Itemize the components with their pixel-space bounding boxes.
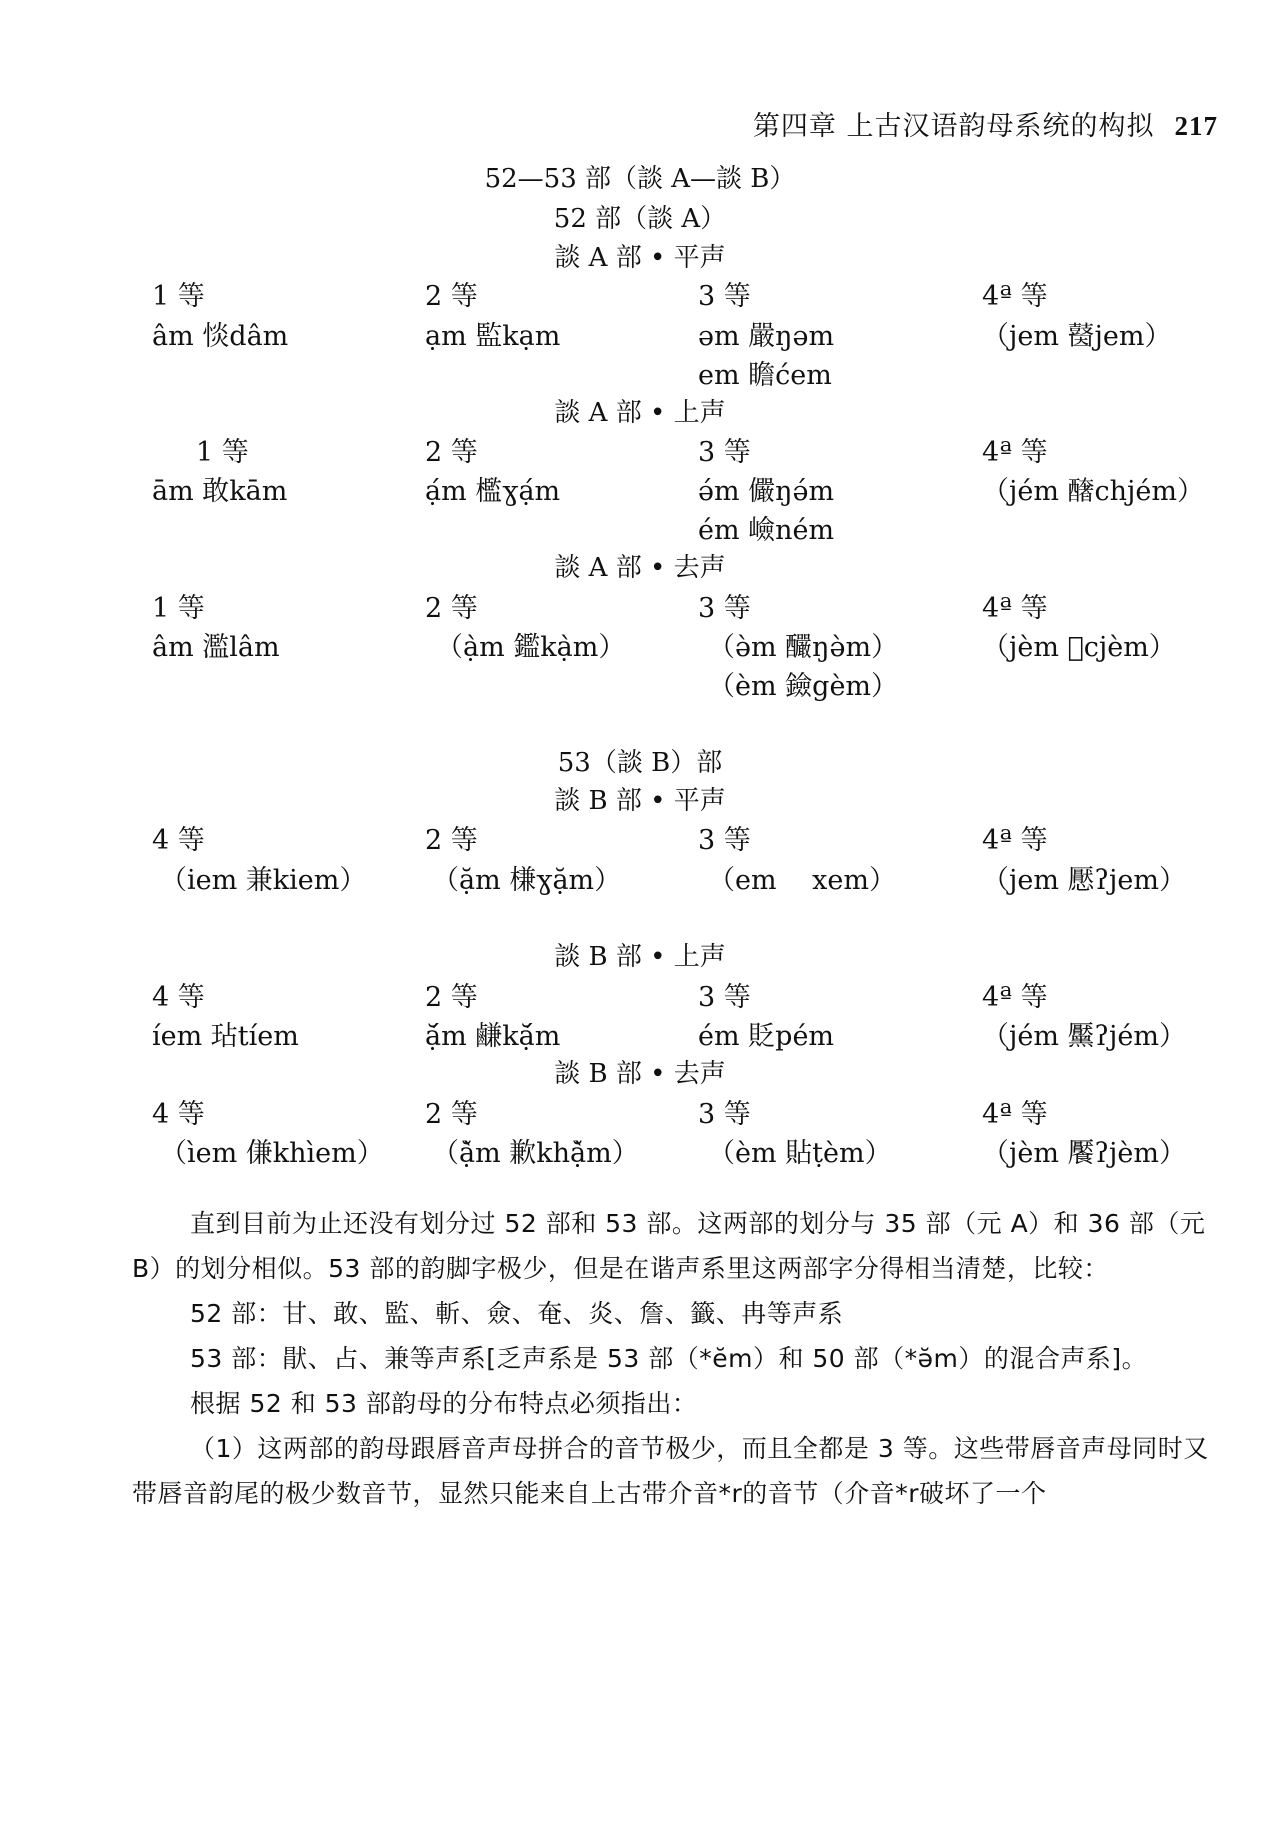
paragraph: 直到目前为止还没有划分过 52 部和 53 部。这两部的划分与 35 部（元 A）和 36 部（元 B）的划分相似。53 部的韵脚字极少，但是在谐声系里这两部字分得相当清楚，比较：	[132, 1209, 1206, 1283]
paragraph: （1）这两部的韵母跟唇音声母拼合的音节极少，而且全都是 3 等。这些带唇音声母同时又带唇音韵尾的极少数音节，显然只能来自上古带介音*r的音节（介音*r破坏了一个	[132, 1434, 1209, 1508]
grade-label: 4 等	[152, 982, 205, 1013]
grade-label: 4ª 等	[982, 982, 1048, 1013]
reconstruction-cell: íem 玷tíem	[152, 1021, 299, 1052]
reconstruction-cell: ạm 監kạm	[425, 321, 561, 352]
grade-label: 4 等	[152, 1099, 205, 1130]
reconstruction-cell: （ặm 槏ɣặm）	[432, 865, 622, 896]
tone-heading: 談 A 部 • 平声	[554, 243, 726, 273]
tone-heading: 談 B 部 • 平声	[554, 786, 726, 816]
paragraph: 53 部：猒、占、兼等声系[乏声系是 53 部（*ĕm）和 50 部（*ə̆m）的混合声系]。	[190, 1344, 1148, 1373]
grade-label: 2 等	[425, 281, 478, 312]
reconstruction-cell: əm 嚴ŋəm	[698, 321, 835, 352]
reconstruction-cell: （èm 貼ṭèm）	[708, 1138, 892, 1169]
grade-label: 4ª 等	[982, 281, 1048, 312]
tone-heading: 談 A 部 • 去声	[554, 553, 726, 583]
section-title: 52—53 部（談 A—談 B）	[484, 164, 796, 194]
grade-label: 2 等	[425, 982, 478, 1013]
reconstruction-cell: ə́m 儼ŋə́m	[698, 476, 835, 507]
tone-heading: 談 B 部 • 去声	[554, 1059, 726, 1089]
grade-label: 2 等	[425, 825, 478, 856]
reconstruction-cell: ām 敢kām	[152, 476, 288, 507]
grade-label: 4 等	[152, 825, 205, 856]
grade-label: 4ª 等	[982, 1099, 1048, 1130]
grade-label: 2 等	[425, 1099, 478, 1130]
reconstruction-cell: ặ́m 鹻kặ́m	[425, 1021, 561, 1052]
grade-label: 1 等	[152, 593, 205, 624]
chapter-title: 第四章 上古汉语韵母系统的构拟	[752, 111, 1155, 142]
running-header	[753, 104, 1218, 143]
grade-label: 3 等	[698, 593, 751, 624]
grade-label: 1 等	[196, 437, 249, 468]
reconstruction-cell: em 瞻ćem	[698, 360, 832, 391]
paragraph: 52 部：甘、敢、監、斬、僉、奄、炎、詹、籤、冉等声系	[190, 1299, 844, 1328]
reconstruction-row	[0, 858, 1280, 898]
reconstruction-row	[0, 508, 1280, 548]
reconstruction-cell: （iem 兼kiem）	[160, 865, 367, 896]
subsection-title-53: 53（談 B）部	[557, 748, 723, 778]
grade-label: 4ª 等	[982, 437, 1048, 468]
reconstruction-cell: （jèm 𠾾cjèm）	[982, 632, 1176, 663]
reconstruction-cell: âm 濫lâm	[152, 632, 280, 663]
grade-row	[0, 274, 1280, 314]
grade-label: 3 等	[698, 1099, 751, 1130]
reconstruction-row	[0, 1014, 1280, 1054]
page-number: 217	[1174, 111, 1218, 141]
grade-row	[0, 430, 1280, 470]
subsection-title-52: 52 部（談 A）	[553, 204, 727, 234]
grade-label: 4ª 等	[982, 593, 1048, 624]
grade-label: 4ª 等	[982, 825, 1048, 856]
grade-row	[0, 586, 1280, 626]
reconstruction-row	[0, 353, 1280, 393]
grade-row	[0, 818, 1280, 858]
reconstruction-cell: （ặ̀m 歉khặ̀m）	[432, 1138, 639, 1169]
reconstruction-cell: （ạ̀m 鑑kạ̀m）	[436, 632, 626, 663]
reconstruction-row	[0, 664, 1280, 704]
grade-label: 3 等	[698, 982, 751, 1013]
reconstruction-cell: （èm 鐱gèm）	[708, 671, 899, 702]
reconstruction-cell: ém 貶pém	[698, 1021, 835, 1052]
reconstruction-cell: âm 惔dâm	[152, 321, 289, 352]
reconstruction-cell: （jèm 饜ʔjèm）	[982, 1138, 1186, 1169]
reconstruction-cell: （jem 懕ʔjem）	[982, 865, 1186, 896]
reconstruction-row	[0, 1131, 1280, 1171]
reconstruction-row	[0, 314, 1280, 354]
reconstruction-cell: （jém 黶ʔjém）	[982, 1021, 1186, 1052]
paragraph: 根据 52 和 53 部韵母的分布特点必须指出：	[190, 1389, 698, 1418]
reconstruction-cell: ạ́m 檻ɣạ́m	[425, 476, 561, 507]
reconstruction-cell: （em xem）	[708, 865, 896, 896]
grade-label: 3 等	[698, 825, 751, 856]
grade-label: 3 等	[698, 281, 751, 312]
grade-row	[0, 975, 1280, 1015]
grade-label: 3 等	[698, 437, 751, 468]
reconstruction-row	[0, 469, 1280, 509]
reconstruction-cell: （jem 𪔗jem）	[982, 321, 1172, 352]
grade-label: 2 等	[425, 593, 478, 624]
reconstruction-cell: ém 嶮ném	[698, 515, 835, 546]
reconstruction-row	[0, 625, 1280, 665]
reconstruction-cell: （ìem 傔khìem）	[160, 1138, 384, 1169]
grade-label: 1 等	[152, 281, 205, 312]
tone-heading: 談 B 部 • 上声	[554, 942, 726, 972]
grade-label: 2 等	[425, 437, 478, 468]
reconstruction-cell: （jém 𨣍chjém）	[982, 476, 1204, 507]
tone-heading: 談 A 部 • 上声	[554, 398, 726, 428]
reconstruction-cell: （ə̀m 釅ŋə̀m）	[708, 632, 899, 663]
body-text	[132, 1201, 1220, 1516]
grade-row	[0, 1092, 1280, 1132]
